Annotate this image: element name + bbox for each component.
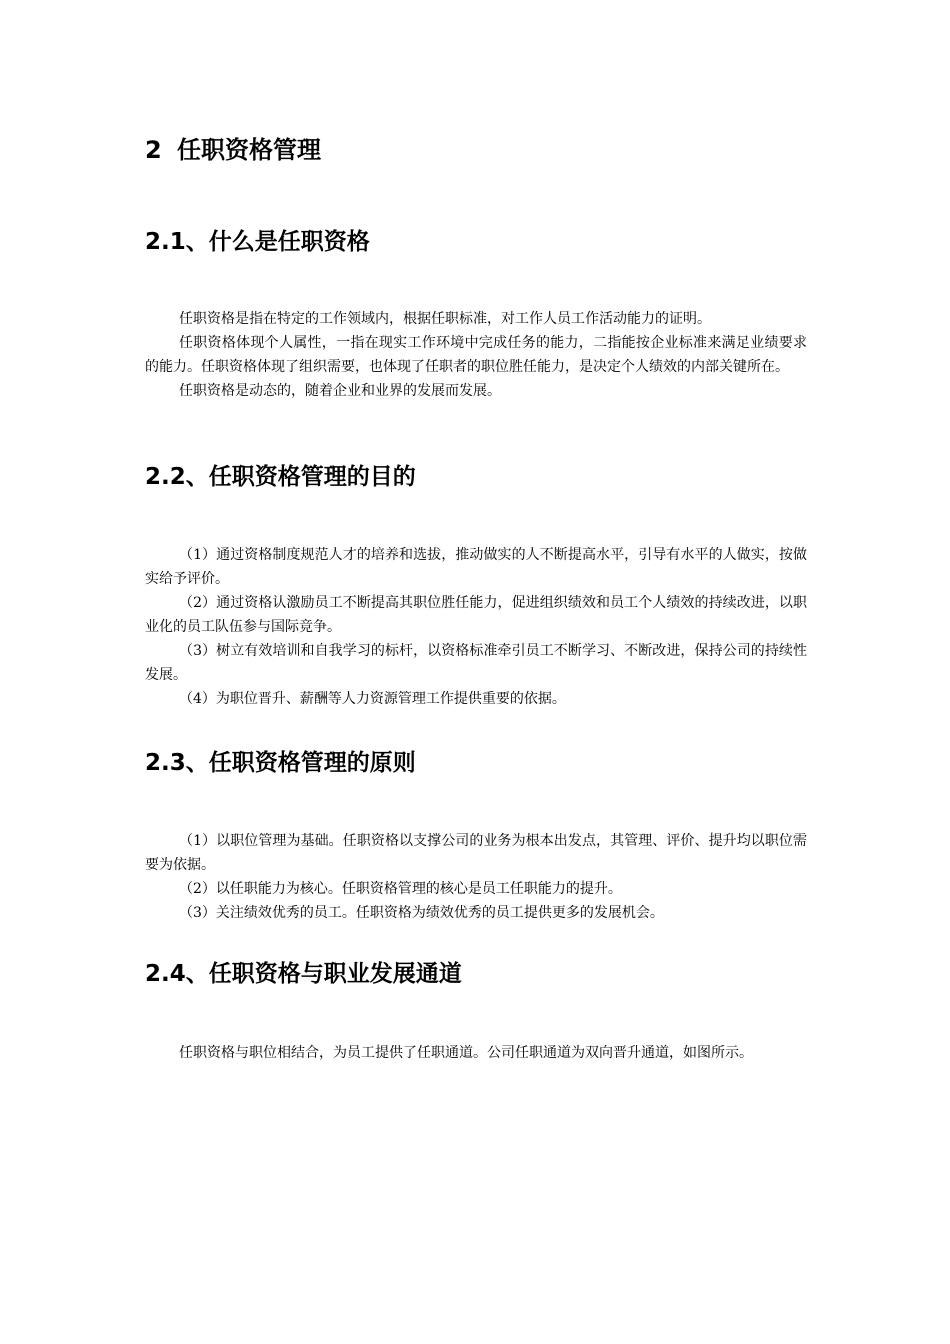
section-heading: 2.2、任职资格管理的目的	[145, 464, 416, 490]
chapter-title: 任职资格管理	[177, 136, 321, 164]
section-body	[145, 829, 807, 925]
paragraph: （3）树立有效培训和自我学习的标杆，以资格标准牵引员工不断学习、不断改进，保持公司的持续性发展。	[145, 643, 807, 683]
chapter-heading	[145, 133, 321, 167]
paragraph: （1）通过资格制度规范人才的培养和选拔，推动做实的人不断提高水平，引导有水平的人做实，按做实给予评价。	[145, 547, 807, 587]
paragraph: （3）关注绩效优秀的员工。任职资格为绩效优秀的员工提供更多的发展机会。	[179, 905, 664, 921]
paragraph: 任职资格与职位相结合，为员工提供了任职通道。公司任职通道为双向晋升通道，如图所示。	[179, 1045, 753, 1061]
paragraph: 任职资格是动态的，随着企业和业界的发展而发展。	[179, 383, 501, 399]
section-heading: 2.4、任职资格与职业发展通道	[145, 961, 462, 987]
section-body	[145, 543, 807, 711]
section-body	[145, 307, 807, 403]
paragraph: （2）通过资格认激励员工不断提高其职位胜任能力，促进组织绩效和员工个人绩效的持续改进，以职业化的员工队伍参与国际竞争。	[145, 595, 807, 635]
section-heading: 2.1、什么是任职资格	[145, 229, 370, 255]
paragraph: （4）为职位晋升、薪酬等人力资源管理工作提供重要的依据。	[179, 691, 566, 707]
paragraph: （2）以任职能力为核心。任职资格管理的核心是员工任职能力的提升。	[179, 881, 622, 897]
paragraph: 任职资格体现个人属性，一指在现实工作环境中完成任务的能力，二指能按企业标准来满足业绩要求的能力。任职资格体现了组织需要，也体现了任职者的职位胜任能力，是决定个人绩效的内部关键所在。	[145, 335, 807, 375]
section-body	[145, 1041, 807, 1065]
chapter-number: 2	[145, 136, 162, 164]
paragraph: 任职资格是指在特定的工作领域内，根据任职标准，对工作人员工作活动能力的证明。	[179, 311, 711, 327]
paragraph: （1）以职位管理为基础。任职资格以支撑公司的业务为根本出发点，其管理、评价、提升均以职位需要为依据。	[145, 833, 807, 873]
section-heading: 2.3、任职资格管理的原则	[145, 750, 416, 776]
